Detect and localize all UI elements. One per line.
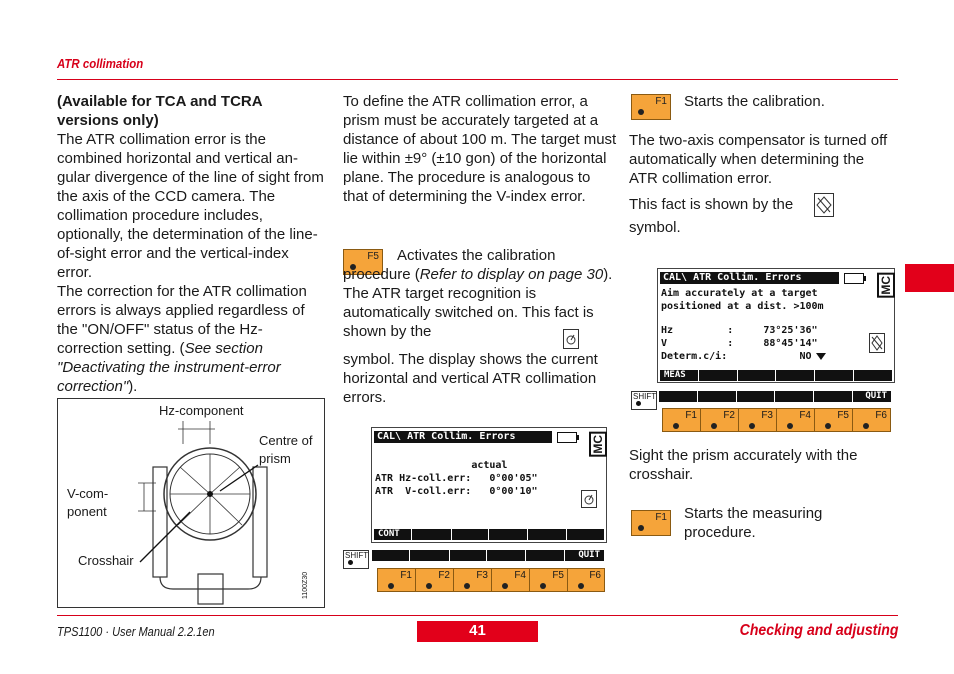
figure-code: 1100Z30 bbox=[302, 571, 309, 599]
cont-softkey[interactable]: CONT bbox=[378, 529, 400, 539]
mc-indicator: MC bbox=[589, 432, 607, 457]
f6-key[interactable]: F6 bbox=[568, 569, 604, 591]
shift-softkey-bar bbox=[659, 391, 891, 402]
header-rule bbox=[57, 79, 898, 80]
screen-collimation-errors bbox=[371, 427, 607, 543]
footer-rule bbox=[57, 615, 898, 616]
quit-softkey[interactable]: QUIT bbox=[578, 550, 600, 560]
hz-component-label: Hz-component bbox=[159, 403, 244, 418]
compensator-symbol-text: This fact is shown by the bbox=[629, 196, 794, 213]
left-paragraph-2: The correction for the ATR collimation errors is always applied regardless of the "ON/OFF" status of the Hz-correction setting. (See section "Deactivating the instrument-error correction"). bbox=[57, 283, 307, 395]
chapter-title: Checking and adjusting bbox=[739, 622, 898, 639]
f4-key[interactable]: F4 bbox=[492, 569, 530, 591]
screen-line-actual: actual bbox=[375, 460, 508, 471]
centre-of-prism-label: Centre of prism bbox=[259, 433, 313, 466]
softkey-bar bbox=[374, 529, 604, 540]
symbol-word: symbol. bbox=[629, 219, 681, 236]
f3-key[interactable]: F3 bbox=[739, 409, 777, 431]
f5-key[interactable]: F5 bbox=[343, 249, 383, 275]
middle-paragraph: To define the ATR collimation error, a prism must be accurately targeted at a distance of about 100 m. The target must lie within ±9° (±10 gon) of the horizontal plane. The procedure is analogous to that of determining the V-index error. bbox=[343, 93, 617, 205]
screen-line-hz: Hz : 73°25'36" bbox=[661, 325, 818, 336]
f1-key[interactable]: F1 bbox=[631, 94, 671, 120]
screen-title: CAL\ ATR Collim. Errors bbox=[660, 272, 839, 284]
availability-heading: (Available for TCA and TCRA versions only) bbox=[57, 93, 263, 129]
screen-line-distance: positioned at a dist. >100m bbox=[661, 301, 824, 312]
screen-line-v: V : 88°45'14" bbox=[661, 338, 818, 349]
manual-title: TPS1100 · User Manual 2.2.1en bbox=[57, 624, 215, 639]
prism-figure bbox=[57, 398, 325, 608]
f5-key[interactable]: F5 bbox=[530, 569, 568, 591]
page-number: 41 bbox=[417, 621, 538, 642]
compensator-off-icon bbox=[869, 333, 885, 353]
f5-description-cont: symbol. The display shows the current horizontal and vertical ATR collimation errors. bbox=[343, 351, 598, 406]
f5-key[interactable]: F5 bbox=[815, 409, 853, 431]
left-column bbox=[57, 92, 327, 396]
screen-line-hz-coll: ATR Hz-coll.err: 0°00'05" bbox=[375, 473, 538, 484]
shift-key[interactable]: SHIFT bbox=[343, 550, 369, 569]
mc-indicator: MC bbox=[877, 273, 895, 298]
function-key-row bbox=[377, 568, 605, 592]
quit-softkey[interactable]: QUIT bbox=[865, 391, 887, 401]
f1-key[interactable]: F1 bbox=[663, 409, 701, 431]
screen-line-determ: Determ.c/i: NO bbox=[661, 351, 812, 362]
atr-symbol-icon bbox=[563, 329, 579, 349]
side-tab bbox=[905, 264, 954, 292]
compensator-off-icon bbox=[814, 193, 834, 217]
crosshair-label: Crosshair bbox=[78, 553, 134, 568]
screen-line-v-coll: ATR V-coll.err: 0°00'10" bbox=[375, 486, 538, 497]
compensator-paragraph: The two-axis compensator is turned off automatically when determining the ATR collimation error. bbox=[629, 132, 888, 187]
f1-key[interactable]: F1 bbox=[631, 510, 671, 536]
shift-softkey-bar bbox=[372, 550, 604, 561]
softkey-bar bbox=[660, 370, 892, 381]
left-paragraph-1: The ATR collimation error is the combined horizontal and vertical an-gular divergence of the line of sight from the axis of the CCD camera. The collimation procedure includes, optionally, the determination of the line-of-sight error and the vertical-index error. bbox=[57, 131, 324, 281]
shift-key[interactable]: SHIFT bbox=[631, 391, 657, 410]
sight-prism-text: Sight the prism accurately with the crosshair. bbox=[629, 447, 858, 483]
function-key-row bbox=[662, 408, 891, 432]
v-component-label: V-com- ponent bbox=[67, 486, 109, 519]
f2-key[interactable]: F2 bbox=[416, 569, 454, 591]
meas-softkey[interactable]: MEAS bbox=[664, 370, 686, 380]
f3-key[interactable]: F3 bbox=[454, 569, 492, 591]
battery-icon bbox=[557, 432, 577, 443]
section-label: ATR collimation bbox=[57, 56, 144, 71]
f2-key[interactable]: F2 bbox=[701, 409, 739, 431]
dropdown-arrow-icon[interactable] bbox=[816, 353, 826, 360]
battery-icon bbox=[844, 273, 864, 284]
screen-title: CAL\ ATR Collim. Errors bbox=[374, 431, 552, 443]
screen-aim-target bbox=[657, 268, 895, 383]
f1-description: Starts the calibration. bbox=[684, 93, 825, 110]
f1-measure-description: Starts the measuring procedure. bbox=[684, 505, 823, 541]
f4-key[interactable]: F4 bbox=[777, 409, 815, 431]
f5-description: Activates the calibration procedure (Refer to display on page 30). The ATR target recognition is automatically switched on. This fact is shown by the bbox=[343, 246, 619, 341]
f6-key[interactable]: F6 bbox=[853, 409, 890, 431]
f1-key[interactable]: F1 bbox=[378, 569, 416, 591]
screen-line-aim: Aim accurately at a target bbox=[661, 288, 818, 299]
atr-symbol-icon bbox=[581, 490, 597, 508]
